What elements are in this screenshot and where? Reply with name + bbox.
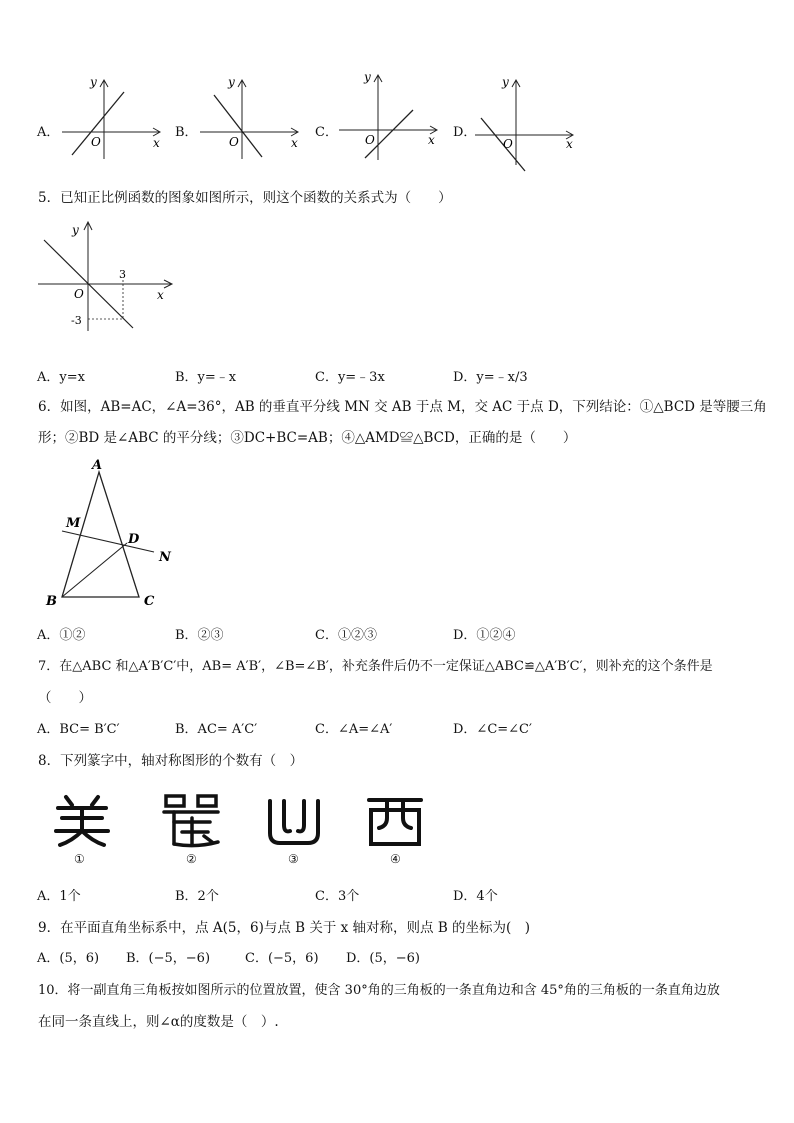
q5-stem: 5．已知正比例函数的图象如图所示，则这个函数的关系式为（ ）: [38, 190, 452, 206]
q8-seal-character-1: [52, 793, 112, 849]
q7-stem-line2: （ ）: [38, 690, 92, 706]
q5-tick-y: -3: [71, 314, 82, 327]
q4-c-origin-label: O: [365, 133, 375, 147]
q7-option-b[interactable]: B．AC= A′C′: [175, 722, 258, 737]
q5-origin-label: O: [74, 287, 84, 301]
q4-option-d-graph: [473, 75, 578, 165]
q8-seal-character-4: [365, 794, 425, 850]
q4-a-y-label: y: [90, 75, 97, 89]
q9-option-c[interactable]: C．(−5，6): [245, 951, 319, 966]
q4-a-x-label: x: [153, 136, 160, 150]
q6-option-a[interactable]: A．①②: [37, 628, 86, 643]
q8-caption-2: ②: [186, 852, 197, 866]
q8-caption-4: ④: [390, 852, 401, 866]
q4-option-a-label[interactable]: A．: [37, 125, 60, 140]
q4-option-a-graph: [60, 75, 165, 160]
q7-option-a[interactable]: A．BC= B′C′: [37, 722, 120, 737]
q5-x-label: x: [157, 288, 164, 302]
q7-option-c[interactable]: C．∠A=∠A′: [315, 722, 393, 737]
q9-option-d[interactable]: D．(5，−6): [346, 951, 421, 966]
q8-seal-character-2: [160, 792, 222, 850]
q4-c-y-label: y: [364, 70, 371, 84]
q4-c-x-label: x: [428, 133, 435, 147]
q4-b-origin-label: O: [229, 135, 239, 149]
q4-b-x-label: x: [291, 136, 298, 150]
q6-label-c: C: [144, 594, 155, 609]
q5-y-label: y: [72, 223, 79, 237]
q5-tick-x: 3: [119, 268, 126, 281]
q8-caption-1: ①: [74, 852, 85, 866]
q5-option-d[interactable]: D．y=﹣x/3: [453, 370, 528, 385]
q8-seal-character-3: [264, 795, 324, 849]
q5-option-a[interactable]: A．y=x: [37, 370, 85, 385]
q4-option-c-graph: [337, 70, 442, 160]
q7-option-d[interactable]: D．∠C=∠C′: [453, 722, 532, 737]
q8-stem: 8．下列篆字中，轴对称图形的个数有（ ）: [38, 753, 304, 769]
q7-stem-line1: 7．在△ABC 和△A′B′C′中，AB= A′B′，∠B=∠B′，补充条件后仍不一定保证△ABC≌△A′B′C′，则补充的这个条件是: [38, 659, 713, 674]
q9-option-a[interactable]: A．(5，6): [37, 951, 100, 966]
q4-d-origin-label: O: [503, 137, 513, 151]
q6-stem-line1: 6．如图，AB=AC，∠A=36°，AB 的垂直平分线 MN 交 AB 于点 M，交 AC 于点 D，下列结论：①△BCD 是等腰三角: [38, 399, 767, 415]
q4-b-y-label: y: [228, 75, 235, 89]
q6-option-d[interactable]: D．①②④: [453, 628, 516, 643]
q6-option-b[interactable]: B．②③: [175, 628, 224, 643]
q6-stem-line2: 形；②BD 是∠ABC 的平分线；③DC+BC=AB；④△AMD≌△BCD，正确的是（ ）: [38, 430, 577, 446]
q8-option-c[interactable]: C．3个: [315, 889, 360, 904]
q9-option-b[interactable]: B．(−5，−6): [126, 951, 211, 966]
q5-option-b[interactable]: B．y=﹣x: [175, 370, 237, 385]
q4-a-origin-label: O: [91, 135, 101, 149]
q6-label-m: M: [66, 516, 81, 531]
q10-stem-line2: 在同一条直线上，则∠α的度数是（ ）.: [38, 1014, 279, 1030]
q5-option-c[interactable]: C．y=﹣3x: [315, 370, 385, 385]
q6-label-n: N: [159, 550, 171, 565]
q4-option-c-label[interactable]: C．: [315, 125, 338, 140]
q8-option-b[interactable]: B．2个: [175, 889, 219, 904]
q10-stem-line1: 10．将一副直角三角板按如图所示的位置放置，使含 30°角的三角板的一条直角边和含 45°角的三角板的一条直角边放: [38, 983, 720, 998]
q4-option-d-label[interactable]: D．: [453, 125, 477, 140]
q4-d-y-label: y: [502, 75, 509, 89]
q9-stem: 9．在平面直角坐标系中，点 A(5，6)与点 B 关于 x 轴对称，则点 B 的坐标为( ): [38, 920, 531, 936]
q6-label-b: B: [46, 594, 57, 609]
q6-option-c[interactable]: C．①②③: [315, 628, 377, 643]
q8-option-a[interactable]: A．1个: [37, 889, 81, 904]
q8-caption-3: ③: [288, 852, 299, 866]
q4-option-b-label[interactable]: B．: [175, 125, 198, 140]
q6-label-d: D: [128, 532, 140, 547]
q8-option-d[interactable]: D．4个: [453, 889, 498, 904]
q5-graph: [36, 218, 176, 333]
q6-triangle-figure: [40, 455, 180, 610]
q6-label-a: A: [92, 458, 103, 473]
q4-d-x-label: x: [566, 137, 573, 151]
q4-option-b-graph: [198, 75, 303, 160]
